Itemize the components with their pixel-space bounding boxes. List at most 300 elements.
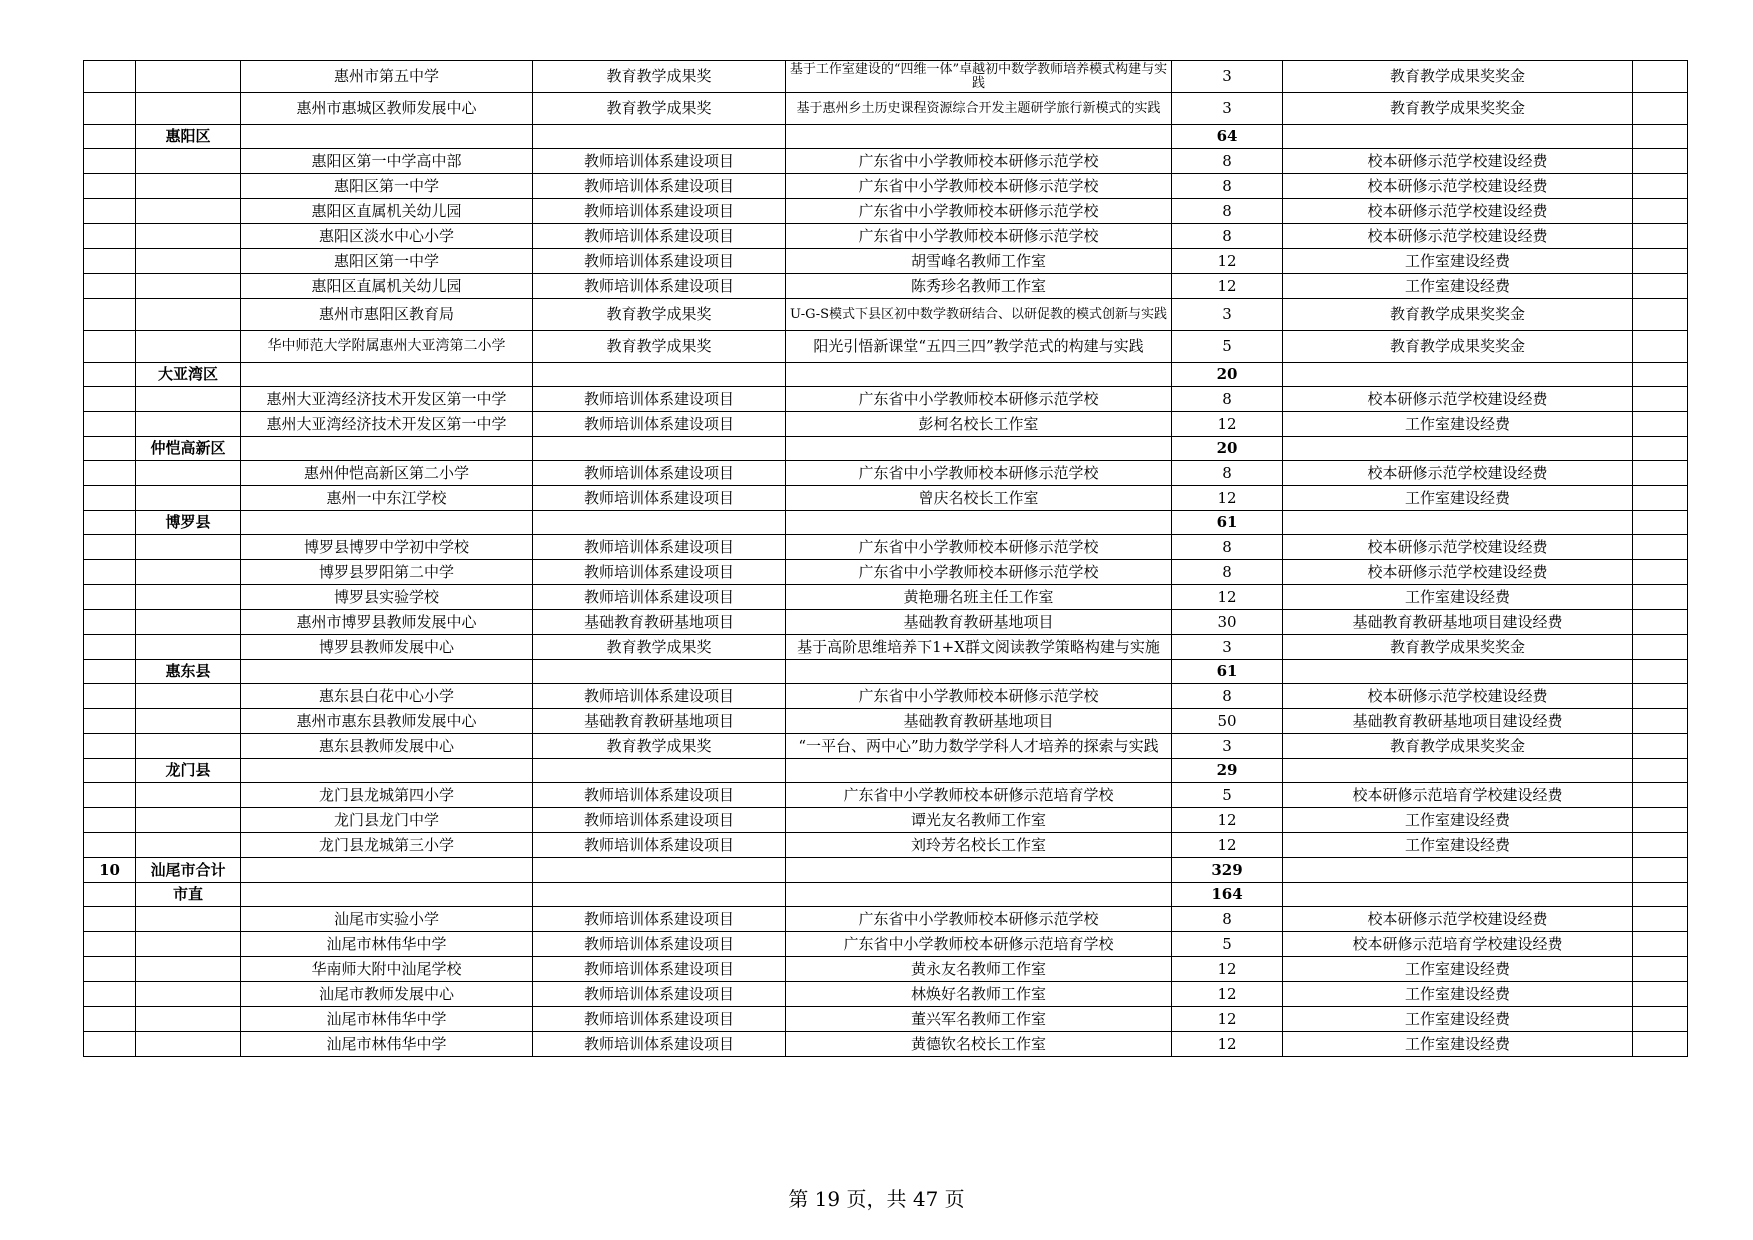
table-row bbox=[84, 833, 1688, 858]
project-name-cell: 刘玲芳名校长工作室 bbox=[786, 833, 1172, 858]
amount-cell: 12 bbox=[1172, 1032, 1283, 1057]
remarks-cell bbox=[1633, 883, 1688, 907]
city-total-row bbox=[84, 858, 1688, 883]
amount-cell: 8 bbox=[1172, 907, 1283, 932]
amount-cell: 164 bbox=[1172, 883, 1283, 907]
fund-use-cell: 校本研修示范学校建设经费 bbox=[1283, 560, 1633, 585]
district-name-cell: 惠东县 bbox=[136, 660, 241, 684]
fund-use-cell: 校本研修示范学校建设经费 bbox=[1283, 387, 1633, 412]
amount-cell: 8 bbox=[1172, 684, 1283, 709]
project-type-cell bbox=[533, 858, 786, 883]
fund-use-cell: 校本研修示范学校建设经费 bbox=[1283, 149, 1633, 174]
row-number-cell bbox=[84, 461, 136, 486]
project-type-cell: 基础教育教研基地项目 bbox=[533, 709, 786, 734]
row-number-cell: 10 bbox=[84, 858, 136, 883]
district-subtotal-row bbox=[84, 363, 1688, 387]
remarks-cell bbox=[1633, 249, 1688, 274]
district-name-cell bbox=[136, 808, 241, 833]
amount-cell: 12 bbox=[1172, 1007, 1283, 1032]
row-number-cell bbox=[84, 363, 136, 387]
project-name-cell: 彭柯名校长工作室 bbox=[786, 412, 1172, 437]
project-type-cell bbox=[533, 125, 786, 149]
table-row bbox=[84, 486, 1688, 511]
project-name-cell bbox=[786, 759, 1172, 783]
district-name-cell bbox=[136, 387, 241, 412]
amount-cell: 12 bbox=[1172, 249, 1283, 274]
district-name-cell bbox=[136, 299, 241, 331]
project-name-cell: 广东省中小学教师校本研修示范学校 bbox=[786, 907, 1172, 932]
district-name-cell bbox=[136, 684, 241, 709]
row-number-cell bbox=[84, 932, 136, 957]
project-name-cell: 广东省中小学教师校本研修示范学校 bbox=[786, 535, 1172, 560]
row-number-cell bbox=[84, 783, 136, 808]
amount-cell: 61 bbox=[1172, 660, 1283, 684]
row-number-cell bbox=[84, 660, 136, 684]
organization-name-cell: 惠州大亚湾经济技术开发区第一中学 bbox=[241, 412, 533, 437]
project-type-cell: 教育教学成果奖 bbox=[533, 93, 786, 125]
fund-use-cell: 工作室建设经费 bbox=[1283, 808, 1633, 833]
district-subtotal-row bbox=[84, 125, 1688, 149]
organization-name-cell: 惠州大亚湾经济技术开发区第一中学 bbox=[241, 387, 533, 412]
remarks-cell bbox=[1633, 709, 1688, 734]
district-name-cell bbox=[136, 274, 241, 299]
amount-cell: 8 bbox=[1172, 461, 1283, 486]
project-name-cell: 广东省中小学教师校本研修示范学校 bbox=[786, 149, 1172, 174]
organization-name-cell bbox=[241, 437, 533, 461]
organization-name-cell: 汕尾市林伟华中学 bbox=[241, 932, 533, 957]
remarks-cell bbox=[1633, 363, 1688, 387]
organization-name-cell: 惠阳区第一中学高中部 bbox=[241, 149, 533, 174]
district-subtotal-row bbox=[84, 660, 1688, 684]
fund-use-cell: 工作室建设经费 bbox=[1283, 412, 1633, 437]
district-name-cell bbox=[136, 461, 241, 486]
district-name-cell bbox=[136, 149, 241, 174]
district-name-cell bbox=[136, 93, 241, 125]
organization-name-cell: 博罗县博罗中学初中学校 bbox=[241, 535, 533, 560]
remarks-cell bbox=[1633, 1007, 1688, 1032]
row-number-cell bbox=[84, 585, 136, 610]
row-number-cell bbox=[84, 560, 136, 585]
row-number-cell bbox=[84, 684, 136, 709]
district-name-cell bbox=[136, 224, 241, 249]
fund-use-cell: 工作室建设经费 bbox=[1283, 249, 1633, 274]
remarks-cell bbox=[1633, 610, 1688, 635]
district-name-cell bbox=[136, 957, 241, 982]
district-name-cell bbox=[136, 174, 241, 199]
organization-name-cell: 惠州市惠阳区教育局 bbox=[241, 299, 533, 331]
project-type-cell: 教师培训体系建设项目 bbox=[533, 199, 786, 224]
table-row bbox=[84, 412, 1688, 437]
remarks-cell bbox=[1633, 982, 1688, 1007]
organization-name-cell: 博罗县罗阳第二中学 bbox=[241, 560, 533, 585]
fund-use-cell: 校本研修示范学校建设经费 bbox=[1283, 684, 1633, 709]
table-row bbox=[84, 1032, 1688, 1057]
amount-cell: 12 bbox=[1172, 412, 1283, 437]
district-name-cell bbox=[136, 783, 241, 808]
row-number-cell bbox=[84, 808, 136, 833]
project-name-cell: 陈秀珍名教师工作室 bbox=[786, 274, 1172, 299]
project-name-cell: 基于惠州乡土历史课程资源综合开发主题研学旅行新模式的实践 bbox=[786, 93, 1172, 125]
table-row bbox=[84, 709, 1688, 734]
amount-cell: 5 bbox=[1172, 331, 1283, 363]
amount-cell: 8 bbox=[1172, 560, 1283, 585]
table-row bbox=[84, 907, 1688, 932]
fund-use-cell: 校本研修示范学校建设经费 bbox=[1283, 461, 1633, 486]
remarks-cell bbox=[1633, 932, 1688, 957]
amount-cell: 50 bbox=[1172, 709, 1283, 734]
fund-use-cell: 校本研修示范学校建设经费 bbox=[1283, 535, 1633, 560]
table-row bbox=[84, 299, 1688, 331]
project-name-cell: 谭光友名教师工作室 bbox=[786, 808, 1172, 833]
fund-use-cell: 校本研修示范培育学校建设经费 bbox=[1283, 932, 1633, 957]
amount-cell: 8 bbox=[1172, 535, 1283, 560]
project-name-cell: 广东省中小学教师校本研修示范学校 bbox=[786, 387, 1172, 412]
district-name-cell bbox=[136, 635, 241, 660]
project-type-cell: 教师培训体系建设项目 bbox=[533, 585, 786, 610]
remarks-cell bbox=[1633, 660, 1688, 684]
remarks-cell bbox=[1633, 61, 1688, 93]
project-type-cell: 教师培训体系建设项目 bbox=[533, 224, 786, 249]
amount-cell: 3 bbox=[1172, 635, 1283, 660]
project-type-cell: 教师培训体系建设项目 bbox=[533, 932, 786, 957]
project-name-cell: 董兴军名教师工作室 bbox=[786, 1007, 1172, 1032]
project-type-cell: 教师培训体系建设项目 bbox=[533, 982, 786, 1007]
fund-use-cell: 教育教学成果奖奖金 bbox=[1283, 299, 1633, 331]
remarks-cell bbox=[1633, 486, 1688, 511]
district-name-cell bbox=[136, 709, 241, 734]
fund-use-cell: 基础教育教研基地项目建设经费 bbox=[1283, 709, 1633, 734]
amount-cell: 3 bbox=[1172, 734, 1283, 759]
table-row bbox=[84, 274, 1688, 299]
remarks-cell bbox=[1633, 585, 1688, 610]
organization-name-cell bbox=[241, 759, 533, 783]
project-name-cell: 黄永友名教师工作室 bbox=[786, 957, 1172, 982]
district-name-cell: 博罗县 bbox=[136, 511, 241, 535]
district-name-cell bbox=[136, 1007, 241, 1032]
organization-name-cell: 惠阳区淡水中心小学 bbox=[241, 224, 533, 249]
fund-use-cell: 工作室建设经费 bbox=[1283, 585, 1633, 610]
row-number-cell bbox=[84, 709, 136, 734]
district-name-cell bbox=[136, 412, 241, 437]
project-type-cell: 教育教学成果奖 bbox=[533, 299, 786, 331]
project-name-cell: 曾庆名校长工作室 bbox=[786, 486, 1172, 511]
remarks-cell bbox=[1633, 734, 1688, 759]
organization-name-cell: 龙门县龙城第三小学 bbox=[241, 833, 533, 858]
amount-cell: 20 bbox=[1172, 363, 1283, 387]
table-row bbox=[84, 174, 1688, 199]
organization-name-cell bbox=[241, 511, 533, 535]
fund-use-cell: 工作室建设经费 bbox=[1283, 486, 1633, 511]
fund-use-cell bbox=[1283, 511, 1633, 535]
remarks-cell bbox=[1633, 511, 1688, 535]
amount-cell: 8 bbox=[1172, 199, 1283, 224]
organization-name-cell: 惠东县白花中心小学 bbox=[241, 684, 533, 709]
project-type-cell: 教师培训体系建设项目 bbox=[533, 274, 786, 299]
project-type-cell: 教师培训体系建设项目 bbox=[533, 387, 786, 412]
fund-use-cell: 基础教育教研基地项目建设经费 bbox=[1283, 610, 1633, 635]
table-row bbox=[84, 249, 1688, 274]
project-name-cell: “一平台、两中心”助力数学学科人才培养的探索与实践 bbox=[786, 734, 1172, 759]
remarks-cell bbox=[1633, 199, 1688, 224]
row-number-cell bbox=[84, 982, 136, 1007]
amount-cell: 3 bbox=[1172, 61, 1283, 93]
district-name-cell bbox=[136, 560, 241, 585]
project-name-cell: 广东省中小学教师校本研修示范学校 bbox=[786, 174, 1172, 199]
district-name-cell bbox=[136, 199, 241, 224]
table-row bbox=[84, 461, 1688, 486]
row-number-cell bbox=[84, 635, 136, 660]
row-number-cell bbox=[84, 299, 136, 331]
project-type-cell: 教师培训体系建设项目 bbox=[533, 907, 786, 932]
district-name-cell: 惠阳区 bbox=[136, 125, 241, 149]
district-subtotal-row bbox=[84, 759, 1688, 783]
row-number-cell bbox=[84, 511, 136, 535]
remarks-cell bbox=[1633, 858, 1688, 883]
table-row bbox=[84, 932, 1688, 957]
organization-name-cell: 惠州市惠东县教师发展中心 bbox=[241, 709, 533, 734]
organization-name-cell: 惠州仲恺高新区第二小学 bbox=[241, 461, 533, 486]
project-type-cell: 教师培训体系建设项目 bbox=[533, 461, 786, 486]
funding-table bbox=[83, 60, 1688, 1057]
fund-use-cell: 校本研修示范培育学校建设经费 bbox=[1283, 783, 1633, 808]
row-number-cell bbox=[84, 387, 136, 412]
project-name-cell: 广东省中小学教师校本研修示范培育学校 bbox=[786, 783, 1172, 808]
fund-use-cell bbox=[1283, 363, 1633, 387]
row-number-cell bbox=[84, 907, 136, 932]
amount-cell: 8 bbox=[1172, 387, 1283, 412]
project-type-cell: 教师培训体系建设项目 bbox=[533, 149, 786, 174]
organization-name-cell: 惠阳区第一中学 bbox=[241, 174, 533, 199]
fund-use-cell bbox=[1283, 858, 1633, 883]
row-number-cell bbox=[84, 249, 136, 274]
project-name-cell bbox=[786, 437, 1172, 461]
table-row bbox=[84, 199, 1688, 224]
district-name-cell bbox=[136, 249, 241, 274]
organization-name-cell: 汕尾市教师发展中心 bbox=[241, 982, 533, 1007]
organization-name-cell: 汕尾市林伟华中学 bbox=[241, 1032, 533, 1057]
remarks-cell bbox=[1633, 174, 1688, 199]
fund-use-cell bbox=[1283, 883, 1633, 907]
amount-cell: 12 bbox=[1172, 274, 1283, 299]
district-name-cell bbox=[136, 982, 241, 1007]
table-row bbox=[84, 1007, 1688, 1032]
remarks-cell bbox=[1633, 331, 1688, 363]
table-row bbox=[84, 808, 1688, 833]
table-row bbox=[84, 734, 1688, 759]
fund-use-cell: 教育教学成果奖奖金 bbox=[1283, 93, 1633, 125]
district-name-cell bbox=[136, 833, 241, 858]
fund-use-cell: 校本研修示范学校建设经费 bbox=[1283, 199, 1633, 224]
project-type-cell: 教师培训体系建设项目 bbox=[533, 174, 786, 199]
organization-name-cell: 惠东县教师发展中心 bbox=[241, 734, 533, 759]
project-name-cell bbox=[786, 858, 1172, 883]
district-name-cell: 仲恺高新区 bbox=[136, 437, 241, 461]
amount-cell: 12 bbox=[1172, 982, 1283, 1007]
project-name-cell: 广东省中小学教师校本研修示范学校 bbox=[786, 560, 1172, 585]
fund-use-cell: 教育教学成果奖奖金 bbox=[1283, 734, 1633, 759]
page-number: 第 19 页，共 47 页 bbox=[788, 1187, 965, 1211]
fund-use-cell: 工作室建设经费 bbox=[1283, 1032, 1633, 1057]
row-number-cell bbox=[84, 883, 136, 907]
row-number-cell bbox=[84, 125, 136, 149]
remarks-cell bbox=[1633, 560, 1688, 585]
project-type-cell: 教师培训体系建设项目 bbox=[533, 808, 786, 833]
amount-cell: 12 bbox=[1172, 808, 1283, 833]
table-row bbox=[84, 783, 1688, 808]
amount-cell: 12 bbox=[1172, 957, 1283, 982]
district-name-cell bbox=[136, 932, 241, 957]
remarks-cell bbox=[1633, 907, 1688, 932]
organization-name-cell: 华中师范大学附属惠州大亚湾第二小学 bbox=[241, 331, 533, 363]
remarks-cell bbox=[1633, 535, 1688, 560]
project-type-cell: 教师培训体系建设项目 bbox=[533, 957, 786, 982]
district-name-cell bbox=[136, 535, 241, 560]
remarks-cell bbox=[1633, 833, 1688, 858]
project-name-cell bbox=[786, 511, 1172, 535]
amount-cell: 5 bbox=[1172, 783, 1283, 808]
amount-cell: 329 bbox=[1172, 858, 1283, 883]
organization-name-cell: 惠阳区第一中学 bbox=[241, 249, 533, 274]
remarks-cell bbox=[1633, 461, 1688, 486]
project-name-cell: 阳光引悟新课堂“五四三四”教学范式的构建与实践 bbox=[786, 331, 1172, 363]
remarks-cell bbox=[1633, 783, 1688, 808]
table-row bbox=[84, 331, 1688, 363]
project-type-cell bbox=[533, 437, 786, 461]
table-row bbox=[84, 387, 1688, 412]
fund-use-cell: 教育教学成果奖奖金 bbox=[1283, 331, 1633, 363]
amount-cell: 64 bbox=[1172, 125, 1283, 149]
table-row bbox=[84, 585, 1688, 610]
fund-use-cell bbox=[1283, 660, 1633, 684]
project-name-cell: 基础教育教研基地项目 bbox=[786, 610, 1172, 635]
row-number-cell bbox=[84, 486, 136, 511]
organization-name-cell: 惠州市第五中学 bbox=[241, 61, 533, 93]
project-type-cell: 教师培训体系建设项目 bbox=[533, 833, 786, 858]
project-name-cell: 广东省中小学教师校本研修示范学校 bbox=[786, 684, 1172, 709]
fund-use-cell: 校本研修示范学校建设经费 bbox=[1283, 907, 1633, 932]
table-row bbox=[84, 535, 1688, 560]
remarks-cell bbox=[1633, 412, 1688, 437]
organization-name-cell: 惠阳区直属机关幼儿园 bbox=[241, 199, 533, 224]
remarks-cell bbox=[1633, 149, 1688, 174]
row-number-cell bbox=[84, 759, 136, 783]
amount-cell: 61 bbox=[1172, 511, 1283, 535]
project-type-cell: 教师培训体系建设项目 bbox=[533, 535, 786, 560]
organization-name-cell: 博罗县实验学校 bbox=[241, 585, 533, 610]
remarks-cell bbox=[1633, 1032, 1688, 1057]
table-row bbox=[84, 224, 1688, 249]
district-subtotal-row bbox=[84, 883, 1688, 907]
row-number-cell bbox=[84, 1032, 136, 1057]
table-row bbox=[84, 684, 1688, 709]
organization-name-cell bbox=[241, 858, 533, 883]
district-name-cell bbox=[136, 331, 241, 363]
table-row bbox=[84, 957, 1688, 982]
project-name-cell: 广东省中小学教师校本研修示范学校 bbox=[786, 224, 1172, 249]
remarks-cell bbox=[1633, 224, 1688, 249]
project-type-cell: 教育教学成果奖 bbox=[533, 331, 786, 363]
row-number-cell bbox=[84, 437, 136, 461]
row-number-cell bbox=[84, 412, 136, 437]
table-row bbox=[84, 635, 1688, 660]
amount-cell: 3 bbox=[1172, 299, 1283, 331]
fund-use-cell bbox=[1283, 437, 1633, 461]
organization-name-cell bbox=[241, 125, 533, 149]
amount-cell: 5 bbox=[1172, 932, 1283, 957]
project-name-cell: U-G-S模式下县区初中数学教研结合、以研促教的模式创新与实践 bbox=[786, 299, 1172, 331]
organization-name-cell: 惠州市博罗县教师发展中心 bbox=[241, 610, 533, 635]
project-name-cell: 林焕好名教师工作室 bbox=[786, 982, 1172, 1007]
project-type-cell: 教育教学成果奖 bbox=[533, 61, 786, 93]
project-type-cell: 教师培训体系建设项目 bbox=[533, 684, 786, 709]
organization-name-cell: 华南师大附中汕尾学校 bbox=[241, 957, 533, 982]
remarks-cell bbox=[1633, 437, 1688, 461]
fund-use-cell: 校本研修示范学校建设经费 bbox=[1283, 224, 1633, 249]
project-type-cell: 教育教学成果奖 bbox=[533, 635, 786, 660]
table-row bbox=[84, 61, 1688, 93]
project-type-cell: 教师培训体系建设项目 bbox=[533, 1032, 786, 1057]
row-number-cell bbox=[84, 174, 136, 199]
table-row bbox=[84, 610, 1688, 635]
project-type-cell bbox=[533, 511, 786, 535]
remarks-cell bbox=[1633, 684, 1688, 709]
remarks-cell bbox=[1633, 274, 1688, 299]
table-row bbox=[84, 982, 1688, 1007]
district-name-cell bbox=[136, 734, 241, 759]
project-name-cell: 广东省中小学教师校本研修示范培育学校 bbox=[786, 932, 1172, 957]
fund-use-cell bbox=[1283, 759, 1633, 783]
row-number-cell bbox=[84, 331, 136, 363]
project-type-cell bbox=[533, 660, 786, 684]
amount-cell: 8 bbox=[1172, 224, 1283, 249]
project-name-cell: 基础教育教研基地项目 bbox=[786, 709, 1172, 734]
project-name-cell: 黄艳珊名班主任工作室 bbox=[786, 585, 1172, 610]
fund-use-cell: 教育教学成果奖奖金 bbox=[1283, 635, 1633, 660]
fund-use-cell: 教育教学成果奖奖金 bbox=[1283, 61, 1633, 93]
organization-name-cell: 龙门县龙城第四小学 bbox=[241, 783, 533, 808]
organization-name-cell: 惠阳区直属机关幼儿园 bbox=[241, 274, 533, 299]
project-name-cell: 广东省中小学教师校本研修示范学校 bbox=[786, 461, 1172, 486]
row-number-cell bbox=[84, 610, 136, 635]
row-number-cell bbox=[84, 199, 136, 224]
remarks-cell bbox=[1633, 635, 1688, 660]
project-type-cell: 教师培训体系建设项目 bbox=[533, 1007, 786, 1032]
fund-use-cell: 工作室建设经费 bbox=[1283, 274, 1633, 299]
amount-cell: 20 bbox=[1172, 437, 1283, 461]
district-name-cell: 汕尾市合计 bbox=[136, 858, 241, 883]
organization-name-cell: 汕尾市林伟华中学 bbox=[241, 1007, 533, 1032]
row-number-cell bbox=[84, 535, 136, 560]
district-name-cell bbox=[136, 1032, 241, 1057]
fund-use-cell: 工作室建设经费 bbox=[1283, 833, 1633, 858]
district-subtotal-row bbox=[84, 437, 1688, 461]
row-number-cell bbox=[84, 833, 136, 858]
remarks-cell bbox=[1633, 957, 1688, 982]
row-number-cell bbox=[84, 149, 136, 174]
project-type-cell: 教师培训体系建设项目 bbox=[533, 783, 786, 808]
organization-name-cell: 博罗县教师发展中心 bbox=[241, 635, 533, 660]
row-number-cell bbox=[84, 274, 136, 299]
remarks-cell bbox=[1633, 387, 1688, 412]
district-name-cell bbox=[136, 610, 241, 635]
remarks-cell bbox=[1633, 808, 1688, 833]
fund-use-cell: 校本研修示范学校建设经费 bbox=[1283, 174, 1633, 199]
project-type-cell: 教师培训体系建设项目 bbox=[533, 486, 786, 511]
project-type-cell: 教师培训体系建设项目 bbox=[533, 249, 786, 274]
project-type-cell bbox=[533, 759, 786, 783]
row-number-cell bbox=[84, 1007, 136, 1032]
fund-use-cell: 工作室建设经费 bbox=[1283, 982, 1633, 1007]
